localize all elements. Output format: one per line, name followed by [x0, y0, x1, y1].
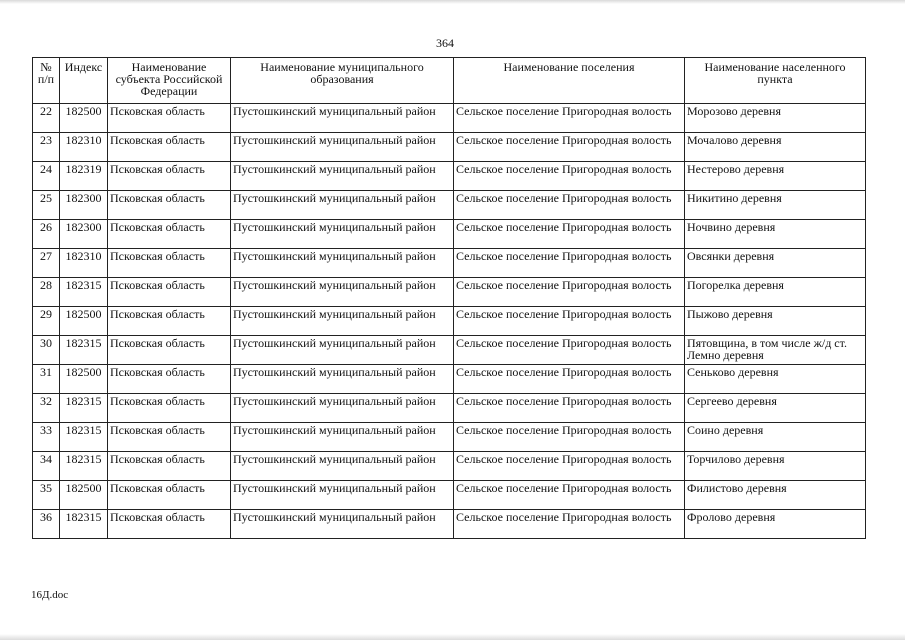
cell-number: 23	[33, 133, 60, 162]
table-row	[33, 104, 866, 133]
cell-subject: Псковская область	[108, 307, 231, 336]
cell-index: 182500	[60, 365, 108, 394]
cell-locality: Филистово деревня	[685, 481, 866, 510]
cell-settlement: Сельское поселение Пригородная волость	[454, 394, 685, 423]
cell-municipality: Пустошкинский муниципальный район	[231, 423, 454, 452]
cell-subject: Псковская область	[108, 452, 231, 481]
cell-subject: Псковская область	[108, 481, 231, 510]
cell-locality: Фролово деревня	[685, 510, 866, 539]
cell-number: 30	[33, 336, 60, 365]
cell-locality: Овсянки деревня	[685, 249, 866, 278]
cell-subject: Псковская область	[108, 220, 231, 249]
cell-municipality: Пустошкинский муниципальный район	[231, 394, 454, 423]
cell-index: 182315	[60, 423, 108, 452]
cell-settlement: Сельское поселение Пригородная волость	[454, 452, 685, 481]
cell-municipality: Пустошкинский муниципальный район	[231, 220, 454, 249]
cell-index: 182310	[60, 133, 108, 162]
table-row	[33, 133, 866, 162]
cell-locality: Ночвино деревня	[685, 220, 866, 249]
scan-edge-top	[0, 0, 905, 4]
cell-settlement: Сельское поселение Пригородная волость	[454, 336, 685, 365]
cell-settlement: Сельское поселение Пригородная волость	[454, 249, 685, 278]
cell-number: 28	[33, 278, 60, 307]
header-locality: Наименование населенного пункта	[685, 58, 866, 104]
header-subject: Наименование субъекта Российской Федерации	[108, 58, 231, 104]
cell-subject: Псковская область	[108, 336, 231, 365]
cell-subject: Псковская область	[108, 394, 231, 423]
cell-index: 182315	[60, 452, 108, 481]
cell-locality: Никитино деревня	[685, 191, 866, 220]
cell-settlement: Сельское поселение Пригородная волость	[454, 510, 685, 539]
cell-settlement: Сельское поселение Пригородная волость	[454, 220, 685, 249]
table-row	[33, 481, 866, 510]
cell-index: 182315	[60, 510, 108, 539]
scan-edge-bottom	[0, 634, 905, 640]
cell-settlement: Сельское поселение Пригородная волость	[454, 307, 685, 336]
cell-index: 182315	[60, 278, 108, 307]
cell-number: 26	[33, 220, 60, 249]
cell-settlement: Сельское поселение Пригородная волость	[454, 133, 685, 162]
cell-subject: Псковская область	[108, 278, 231, 307]
cell-number: 35	[33, 481, 60, 510]
page-number: 364	[436, 36, 454, 50]
table-row	[33, 510, 866, 539]
cell-subject: Псковская область	[108, 423, 231, 452]
cell-municipality: Пустошкинский муниципальный район	[231, 278, 454, 307]
cell-municipality: Пустошкинский муниципальный район	[231, 365, 454, 394]
table-row	[33, 336, 866, 365]
cell-number: 31	[33, 365, 60, 394]
cell-municipality: Пустошкинский муниципальный район	[231, 452, 454, 481]
cell-subject: Псковская область	[108, 104, 231, 133]
cell-index: 182500	[60, 104, 108, 133]
cell-locality: Морозово деревня	[685, 104, 866, 133]
cell-subject: Псковская область	[108, 133, 231, 162]
cell-locality: Сеньково деревня	[685, 365, 866, 394]
header-number: № п/п	[33, 58, 60, 104]
cell-index: 182500	[60, 481, 108, 510]
table-body	[33, 104, 866, 539]
table-row	[33, 394, 866, 423]
cell-subject: Псковская область	[108, 365, 231, 394]
table-row	[33, 423, 866, 452]
cell-settlement: Сельское поселение Пригородная волость	[454, 481, 685, 510]
cell-number: 27	[33, 249, 60, 278]
table-row	[33, 191, 866, 220]
cell-number: 22	[33, 104, 60, 133]
cell-municipality: Пустошкинский муниципальный район	[231, 307, 454, 336]
cell-number: 36	[33, 510, 60, 539]
cell-settlement: Сельское поселение Пригородная волость	[454, 104, 685, 133]
table-row	[33, 162, 866, 191]
cell-municipality: Пустошкинский муниципальный район	[231, 191, 454, 220]
cell-index: 182300	[60, 191, 108, 220]
cell-number: 33	[33, 423, 60, 452]
cell-subject: Псковская область	[108, 249, 231, 278]
cell-municipality: Пустошкинский муниципальный район	[231, 249, 454, 278]
table-row	[33, 452, 866, 481]
header-index: Индекс	[60, 58, 108, 104]
cell-locality: Пятовщина, в том числе ж/д ст. Лемно деревня	[685, 336, 866, 365]
cell-number: 29	[33, 307, 60, 336]
cell-settlement: Сельское поселение Пригородная волость	[454, 365, 685, 394]
cell-settlement: Сельское поселение Пригородная волость	[454, 191, 685, 220]
cell-index: 182315	[60, 336, 108, 365]
cell-locality: Мочалово деревня	[685, 133, 866, 162]
cell-locality: Соино деревня	[685, 423, 866, 452]
cell-index: 182310	[60, 249, 108, 278]
table-row	[33, 249, 866, 278]
cell-settlement: Сельское поселение Пригородная волость	[454, 278, 685, 307]
cell-number: 24	[33, 162, 60, 191]
cell-number: 25	[33, 191, 60, 220]
cell-municipality: Пустошкинский муниципальный район	[231, 336, 454, 365]
header-settlement: Наименование поселения	[454, 58, 685, 104]
table-row	[33, 278, 866, 307]
cell-municipality: Пустошкинский муниципальный район	[231, 104, 454, 133]
cell-locality: Пыжово деревня	[685, 307, 866, 336]
table-row	[33, 365, 866, 394]
cell-number: 34	[33, 452, 60, 481]
cell-index: 182300	[60, 220, 108, 249]
cell-municipality: Пустошкинский муниципальный район	[231, 133, 454, 162]
cell-locality: Торчилово деревня	[685, 452, 866, 481]
table-row	[33, 307, 866, 336]
cell-locality: Нестерово деревня	[685, 162, 866, 191]
cell-settlement: Сельское поселение Пригородная волость	[454, 162, 685, 191]
cell-index: 182500	[60, 307, 108, 336]
header-municipality: Наименование муниципального образования	[231, 58, 454, 104]
cell-municipality: Пустошкинский муниципальный район	[231, 481, 454, 510]
cell-subject: Псковская область	[108, 162, 231, 191]
cell-municipality: Пустошкинский муниципальный район	[231, 510, 454, 539]
cell-index: 182319	[60, 162, 108, 191]
cell-settlement: Сельское поселение Пригородная волость	[454, 423, 685, 452]
table-header-row	[33, 58, 866, 104]
cell-index: 182315	[60, 394, 108, 423]
cell-locality: Погорелка деревня	[685, 278, 866, 307]
cell-municipality: Пустошкинский муниципальный район	[231, 162, 454, 191]
footer-filename: 16Д.doc	[31, 589, 69, 601]
cell-subject: Псковская область	[108, 191, 231, 220]
table-row	[33, 220, 866, 249]
settlements-table	[32, 57, 866, 539]
cell-subject: Псковская область	[108, 510, 231, 539]
cell-locality: Сергеево деревня	[685, 394, 866, 423]
cell-number: 32	[33, 394, 60, 423]
